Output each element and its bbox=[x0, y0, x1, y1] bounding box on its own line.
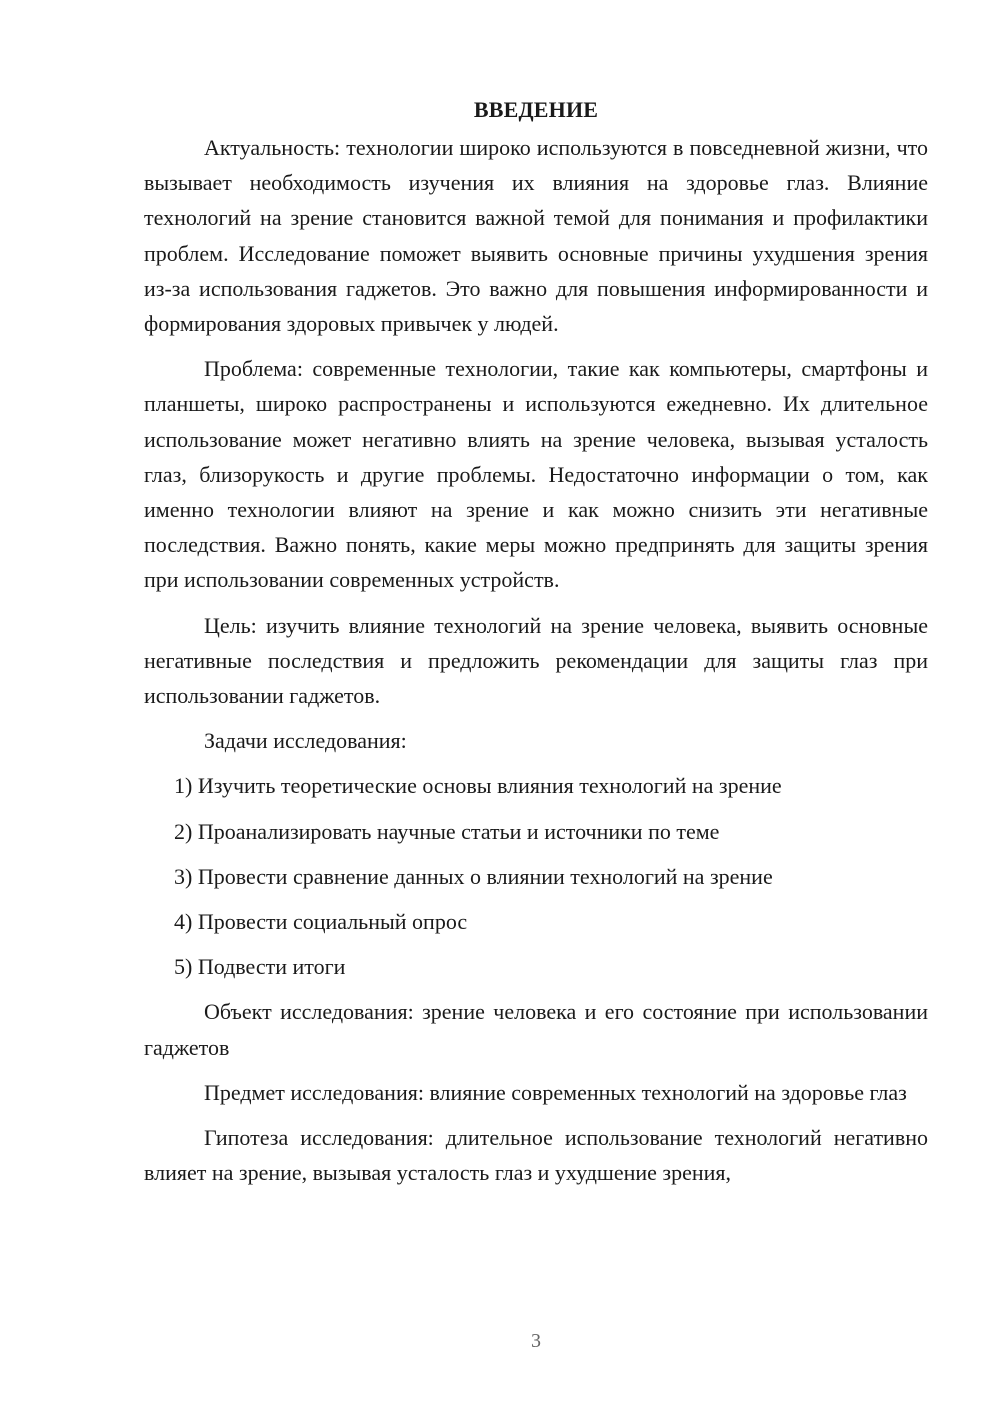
tasks-list bbox=[144, 768, 928, 984]
task-item: 4) Провести социальный опрос bbox=[174, 909, 468, 935]
task-item: 2) Проанализировать научные статьи и источники по теме bbox=[174, 818, 720, 844]
page-number: 3 bbox=[531, 1330, 541, 1352]
subject-paragraph: Предмет исследования: влияние современных технологий на здоровье глаз bbox=[204, 1079, 907, 1105]
task-item: 1) Изучить теоретические основы влияния технологий на зрение bbox=[174, 773, 782, 799]
hypothesis-paragraph: Гипотеза исследования: длительное использование технологий негативно влияет на зрение, вызывая усталость глаз и ухудшение зрения, bbox=[144, 1125, 928, 1186]
document-page bbox=[144, 92, 928, 1200]
problem-paragraph: Проблема: современные технологии, такие как компьютеры, смартфоны и планшеты, широко распространены и используются ежедневно. Их длительное использование может негативно влиять на зрение человека, вызывая усталость глаз, близорукость и другие проблемы. Недостаточно информации о том, как именно технологии влияют на зрение и как можно снизить эти негативные последствия. Важно понять, какие меры можно предпринять для защиты зрения при использовании современных устройств. bbox=[144, 356, 928, 593]
relevance-paragraph: Актуальность: технологии широко используются в повседневной жизни, что вызывает необходимость изучения их влияния на здоровье глаз. Влияние технологий на зрение становится важной темой для понимания и профилактики проблем. Исследование поможет выявить основные причины ухудшения зрения из-за использования гаджетов. Это важно для повышения информированности и формирования здоровых привычек у людей. bbox=[144, 135, 928, 337]
goal-paragraph: Цель: изучить влияние технологий на зрение человека, выявить основные негативные последствия и предложить рекомендации для защиты глаз при использовании гаджетов. bbox=[144, 612, 928, 709]
task-item: 3) Провести сравнение данных о влиянии технологий на зрение bbox=[174, 863, 773, 889]
page-title: ВВЕДЕНИЕ bbox=[473, 97, 599, 122]
tasks-title: Задачи исследования: bbox=[204, 728, 407, 754]
object-paragraph: Объект исследования: зрение человека и его состояние при использовании гаджетов bbox=[144, 999, 928, 1060]
task-item: 5) Подвести итоги bbox=[174, 954, 346, 980]
